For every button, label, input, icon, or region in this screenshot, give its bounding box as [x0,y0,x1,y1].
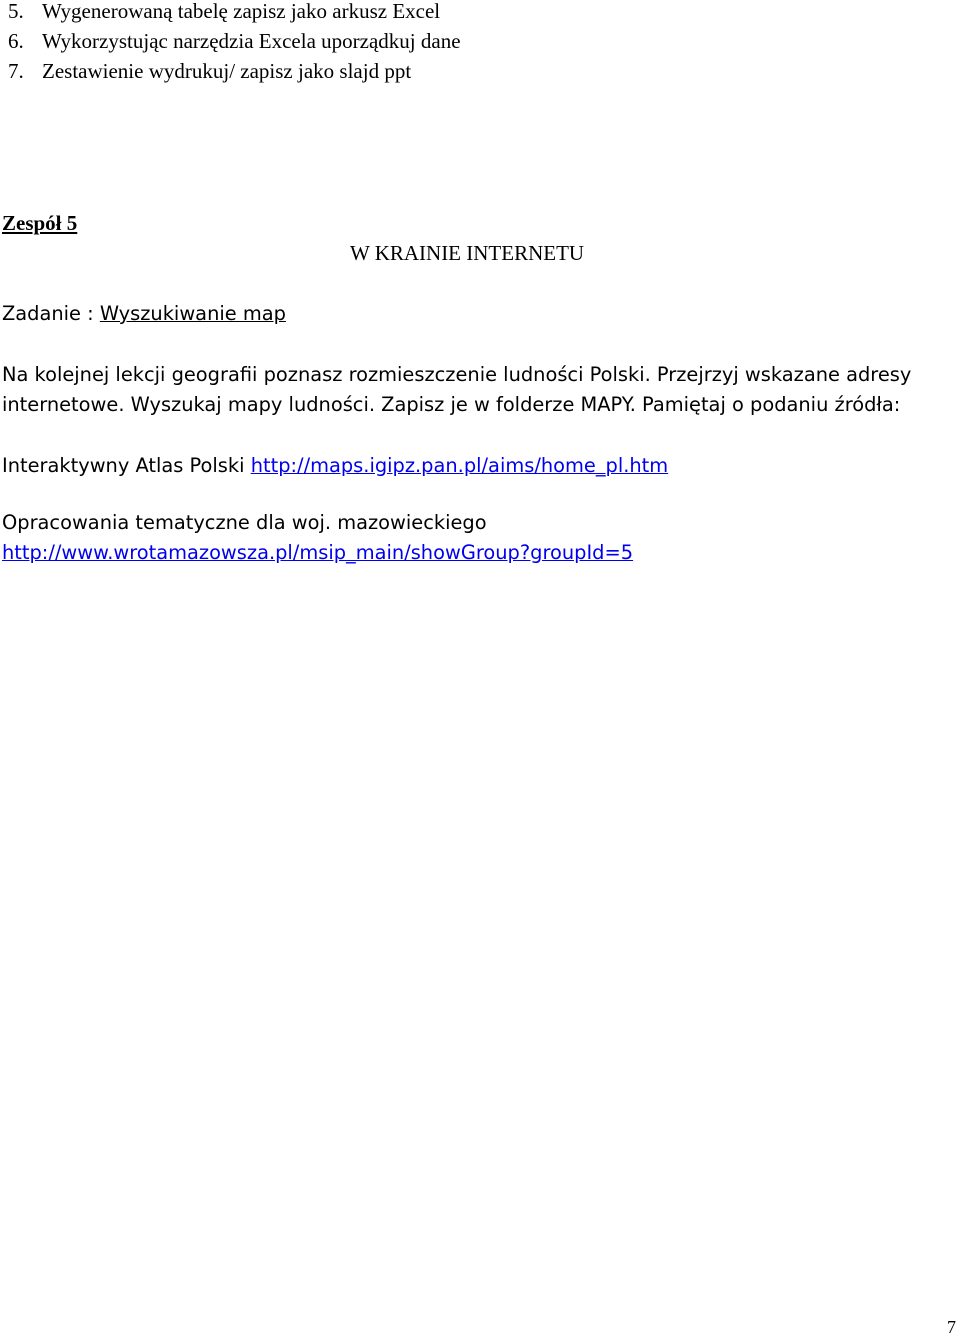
step-item [8,57,411,85]
step-number: 5. [8,0,24,23]
page-number: 7 [947,1317,956,1337]
source-item [2,452,668,480]
section-title: W KRAINIE INTERNETU [350,241,585,265]
task-label: Zadanie : [2,302,100,325]
team-heading: Zespół 5 [2,211,78,235]
source-label: Opracowania tematyczne dla woj. mazowieckiego [2,511,487,534]
task-line [2,300,286,328]
step-number: 6. [8,29,24,53]
step-item [8,27,461,55]
step-number: 7. [8,59,24,83]
step-item [8,0,440,25]
task-name: Wyszukiwanie map [99,302,286,325]
source-label: Interaktywny Atlas Polski [2,454,251,477]
step-text: Zestawienie wydrukuj/ zapisz jako slajd ppt [42,59,412,83]
source-link[interactable]: http://maps.igipz.pan.pl/aims/home_pl.htm [250,454,669,477]
paragraph-line: internetowe. Wyszukaj mapy ludności. Zapisz je w folderze MAPY. Pamiętaj o podaniu źródła: [2,393,901,416]
step-text: Wykorzystując narzędzia Excela uporządkuj dane [42,29,461,53]
step-text: Wygenerowaną tabelę zapisz jako arkusz Excel [42,0,441,23]
source-link[interactable]: http://www.wrotamazowsza.pl/msip_main/showGroup?groupId=5 [2,541,634,564]
source-item [2,539,633,567]
paragraph-line: Na kolejnej lekcji geografii poznasz rozmieszczenie ludności Polski. Przejrzyj wskazane adresy [2,363,912,386]
